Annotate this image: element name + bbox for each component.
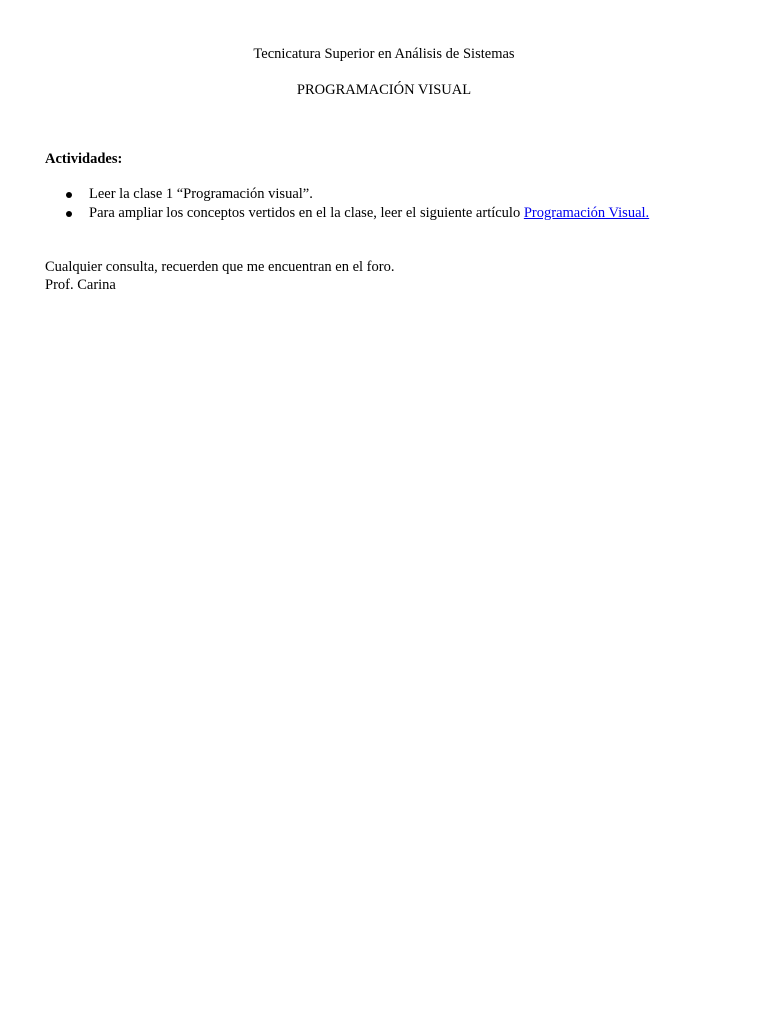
activity-item-2 — [89, 204, 649, 223]
bullet-icon — [66, 211, 72, 217]
closing-block — [45, 258, 394, 294]
signature: Prof. Carina — [45, 277, 116, 293]
bullet-icon — [66, 192, 72, 198]
activity-item-1-text: Leer la clase 1 “Programación visual”. — [89, 186, 313, 202]
article-link[interactable]: Programación Visual. — [523, 205, 650, 221]
closing-message: Cualquier consulta, recuerden que me encuentran en el foro. — [45, 259, 395, 275]
institution-title: Tecnicatura Superior en Análisis de Sistemas — [253, 46, 515, 62]
activities-heading: Actividades: — [45, 151, 123, 167]
course-title: PROGRAMACIÓN VISUAL — [296, 82, 472, 98]
activity-item-2-text: Para ampliar los conceptos vertidos en el la clase, leer el siguiente artículo — [89, 205, 524, 221]
